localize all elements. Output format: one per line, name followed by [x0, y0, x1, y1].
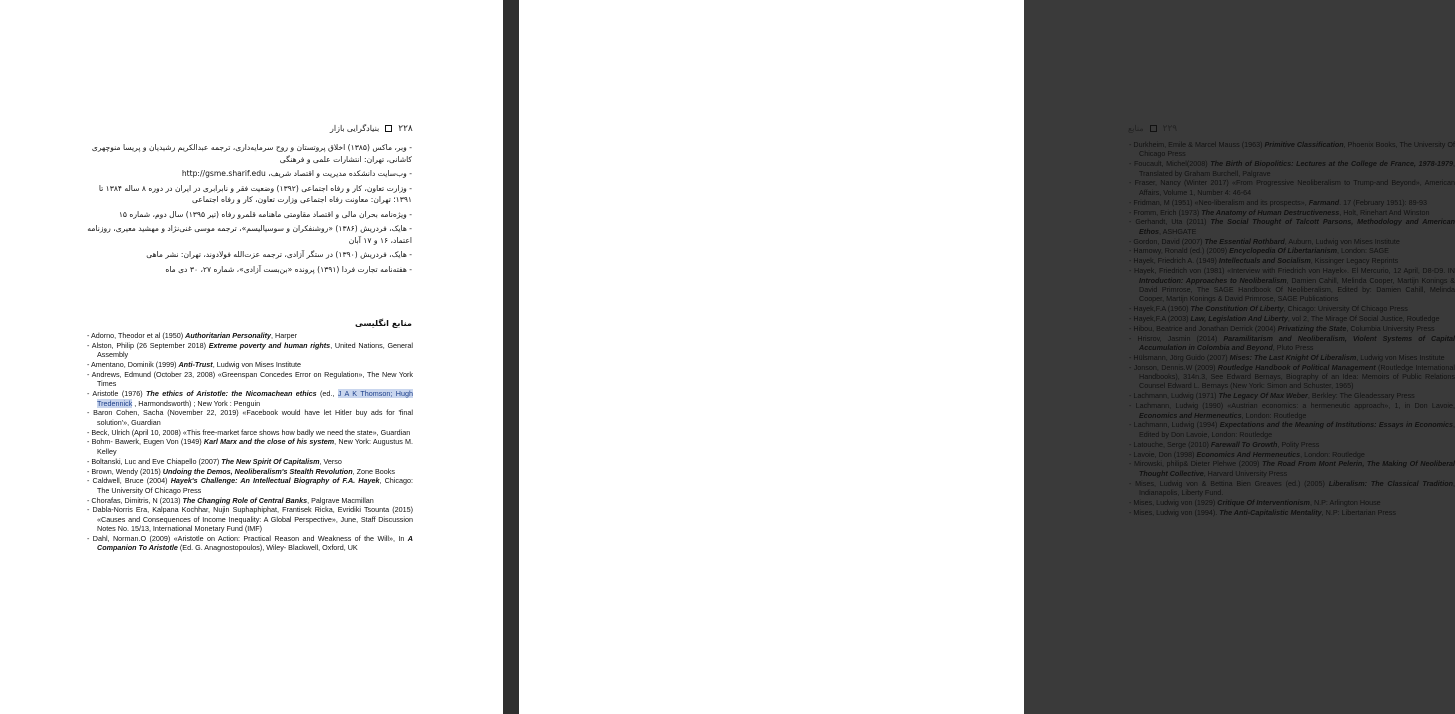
- reference-title: Law, Legislation And Liberty: [1190, 313, 1288, 323]
- reference-entry: [1129, 353, 1455, 362]
- reference-text: - Mises, Ludwig von & Bettina Bien Greaves (ed.) (2005): [1129, 478, 1329, 488]
- reference-title: Liberalism: The Classical Tradition: [1328, 478, 1453, 488]
- reference-text: - Fraser, Nancy (Winter 2017) «From Progressive Neoliberalism to Trump-and Beyond», American Affairs, Volume 1, Number 4: 46-64: [1129, 178, 1455, 197]
- reference-text: - Caldwell, Bruce (2004): [87, 476, 171, 486]
- reference-text: , Berkley: The Gleadessary Press: [1307, 391, 1415, 401]
- reference-text: - Gerhandt, Uta (2011): [1129, 217, 1211, 227]
- reference-entry: [1129, 363, 1455, 391]
- page-gutter: [503, 0, 519, 714]
- reference-text: - Hayek,F.A (1960): [1129, 304, 1191, 314]
- reference-title: Critique Of Interventionism: [1217, 497, 1310, 507]
- reference-entry: [1129, 479, 1455, 498]
- reference-text: , Harvard University Press: [1203, 468, 1288, 478]
- reference-text: - Fridman, M (1951) «Neo-liberalism and its prospects»,: [1129, 197, 1309, 207]
- reference-entry: [1129, 498, 1455, 507]
- reference-text: - Hülsmann, Jörg Guido (2007): [1129, 352, 1230, 362]
- left-page-header: [330, 123, 413, 134]
- reference-text: , Phoenix Books, The University Of Chicago Press: [1139, 140, 1455, 159]
- english-sources-heading: منابع انگلیسی: [355, 318, 412, 328]
- reference-entry: [1129, 508, 1455, 517]
- left-page-number: ۲۲۸: [398, 123, 413, 133]
- left-english-references: [87, 331, 413, 553]
- reference-entry: [1129, 450, 1455, 459]
- reference-entry: [87, 331, 413, 340]
- reference-title: The Road From Mont Pelerin, The Making Of Neoliberal Thought Collective: [1139, 459, 1455, 478]
- reference-text: - Amentano, Dominik (1999): [87, 360, 179, 370]
- reference-entry: [87, 496, 413, 505]
- reference-title: The Legacy Of Max Weber: [1218, 391, 1308, 401]
- reference-entry: [1129, 324, 1455, 333]
- reference-title: The Birth of Biopolitics: Lectures at the College de France, 1978-1979: [1210, 159, 1453, 169]
- reference-text: , London: Routledge: [1300, 449, 1365, 459]
- reference-text: , N.P: Libertarian Press: [1321, 507, 1396, 517]
- reference-text: - Hayek,F.A (2003): [1129, 313, 1191, 323]
- reference-entry: [87, 476, 413, 495]
- reference-entry: [87, 437, 413, 456]
- reference-text: , Holt, Rinehart And Winston: [1339, 207, 1430, 217]
- reference-text: (Ed. G. Anagnostopoulos), Wiley- Blackwell, Oxford, UK: [177, 543, 358, 553]
- right-english-references: [1129, 140, 1455, 518]
- reference-title: Encyclopedia Of Libertarianism: [1229, 246, 1337, 256]
- reference-entry: [87, 467, 413, 476]
- reference-text: - Mises, Ludwig von (1994).: [1129, 507, 1220, 517]
- reference-text: - Aristotle (1976): [87, 389, 147, 399]
- persian-reference-item: - هفته‌نامه تجارت فردا (۱۳۹۱) پرونده «بن‌بست آزادی»، شماره ۲۷، ۳۰ دی ماه: [165, 264, 412, 274]
- reference-title: Hayek's Challenge: An Intellectual Biography of F.A. Hayek: [170, 476, 380, 486]
- reference-text: , New York: Augustus M. Kelley: [97, 437, 413, 456]
- reference-title: A Companion To Aristotle: [97, 534, 413, 553]
- reference-text: - Hayek, Friedrich A. (1949): [1129, 256, 1219, 266]
- reference-entry: [87, 389, 413, 408]
- reference-entry: [1129, 159, 1455, 178]
- reference-title: The Social Thought of Talcott Parsons, Methodology and American Ethos: [1139, 217, 1455, 236]
- reference-text: - Alston, Philip (26 September 2018): [87, 340, 209, 350]
- reference-text: - Lachmann, Ludwig (1971): [1129, 391, 1219, 401]
- reference-text: , Harper: [271, 331, 298, 340]
- reference-title: The Essential Rothbard: [1204, 236, 1285, 246]
- reference-entry: [1129, 401, 1455, 420]
- left-book-page: [0, 0, 503, 714]
- reference-title: The Anatomy of Human Destructiveness: [1201, 207, 1340, 217]
- reference-text: , Harmondsworth) ; New York : Penguin: [132, 398, 261, 408]
- reference-text: , London: Routledge: [1241, 410, 1307, 420]
- reference-text: . 17 (February 1951): 89-93: [1339, 197, 1428, 207]
- right-page-header: [1128, 123, 1177, 134]
- reference-text: - Jonson, Dennis.W (2009): [1129, 362, 1218, 372]
- square-bullet-icon: [385, 125, 392, 132]
- reference-title: Introduction: Approaches to Neoliberalism: [1139, 275, 1287, 285]
- reference-text: (Routledge International Handbooks), 314n.3, See Edward Bernays, Biography of an Idea: Memoirs of Public Relations Counsel Edward L. Bernays (New York: Simon and Schuster, 1965): [1139, 362, 1455, 391]
- square-bullet-icon: [1150, 125, 1157, 132]
- reference-title: The New Spirit Of Capitalism: [221, 456, 320, 466]
- reference-entry: [1129, 237, 1455, 246]
- reference-entry: [1129, 256, 1455, 265]
- reference-text: - Lavoie, Don (1998): [1129, 449, 1197, 459]
- reference-entry: [87, 428, 413, 437]
- reference-text: - Dabla-Norris Era, Kalpana Kochhar, Nujin Suphaphiphat, Frantisek Ricka, Evridiki Tsounta (2015) «Causes and Consequences of Income Inequality: A Global Perspective», June, Staff Discussion Notes No. 15/13, International Monetary Fund (IMF): [87, 505, 413, 534]
- reference-title: The Changing Role of Central Banks: [182, 495, 308, 505]
- reference-text: - Lachmann, Ludwig (1994): [1129, 420, 1220, 430]
- reference-text: , Auburn, Ludwig von Mises Institute: [1284, 236, 1400, 246]
- reference-entry: [87, 360, 413, 369]
- reference-text: , Damien Cahill, Melinda Cooper, Martijn Konings & David Primrose, The SAGE Handbook Of Neoliberalism, Edited by: Damien Cahill, Melinda Cooper, Martijn Konings & David Primrose, SAGE Publications: [1139, 275, 1455, 304]
- reference-text: - Mises, Ludwig von (1929): [1129, 497, 1218, 507]
- reference-title: Karl Marx and the close of his system: [203, 437, 335, 447]
- reference-text: - Lachmann, Ludwig (1990) «Austrian economics: a hermeneutic approach», 1, in Don Lavoie,: [1129, 401, 1455, 411]
- reference-title: Intellectuals and Socialism: [1218, 256, 1311, 266]
- selected-text: J A K Thomson; Hugh Tredennick: [97, 389, 413, 408]
- reference-entry: [1129, 391, 1455, 400]
- right-running-head: منابع: [1128, 124, 1144, 133]
- reference-text: - Foucault, Michel(2008): [1129, 159, 1211, 169]
- reference-text: - Adorno, Theodor et al (1950): [87, 331, 186, 340]
- reference-entry: [87, 408, 413, 427]
- reference-text: , ASHGATE: [1158, 226, 1197, 236]
- reference-entry: [1129, 198, 1455, 207]
- reference-text: , United Nations, General Assembly: [97, 340, 414, 360]
- reference-text: - Brown, Wendy (2015): [87, 466, 163, 476]
- reference-text: - Gordon, David (2007): [1129, 236, 1205, 246]
- reference-entry: [87, 534, 413, 553]
- persian-reference-item: - ویژه‌نامه بحران مالی و اقتصاد مقاومتی ماهنامه قلمرو رفاه (تیر ۱۳۹۵) سال دوم، شماره ۱۵: [118, 209, 412, 219]
- right-page-number: ۲۲۹: [1162, 123, 1178, 133]
- reference-entry: [1129, 304, 1455, 313]
- right-book-page: [519, 0, 1455, 714]
- reference-title: The Anti-Capitalistic Mentality: [1219, 507, 1322, 517]
- persian-reference-item: - وبر، ماکس (۱۳۸۵) اخلاق پروتستان و روح سرمایه‌داری، ترجمه عبدالکریم رشیدیان و پریسا منوچهری کاشانی، تهران: انتشارات علمی و فرهنگی: [91, 143, 412, 164]
- reference-text: - Beck, Ulrich (April 10, 2008) «This free-market farce shows how badly we need the state», Guardian: [87, 427, 411, 437]
- persian-reference-item: - هایک، فردریش (۱۳۸۶) «روشنفکران و سوسیالیسم»، ترجمه موسی غنی‌نژاد و مهشید معیری، روزنامه اعتماد، ۱۶ و ۱۷ آبان: [87, 224, 412, 245]
- reference-title: The ethics of Aristotle: the Nicomachean ethics: [146, 389, 317, 399]
- left-running-head: بنیادگرایی بازار: [330, 124, 380, 133]
- reference-text: , Zone Books: [352, 466, 395, 476]
- reference-text: , N.P: Arlington House: [1309, 497, 1381, 507]
- reference-entry: [1129, 208, 1455, 217]
- reference-title: Authoritarian Personality: [185, 331, 272, 340]
- reference-entry: [1129, 334, 1455, 353]
- reference-text: - Boltanski, Luc and Eve Chiapello (2007): [87, 456, 222, 466]
- reference-text: - Fromm, Erich (1973): [1129, 207, 1202, 217]
- reference-title: Farewall To Growth: [1210, 439, 1278, 449]
- reference-entry: [1129, 314, 1455, 323]
- reference-title: Primitive Classification: [1264, 140, 1344, 149]
- reference-text: - Dahl, Norman.O (2009) «Aristotle on Action: Practical Reason and Weakness of the Will», In: [87, 534, 408, 544]
- reference-title: Anti-Trust: [178, 360, 213, 370]
- reference-text: , Kissinger Legacy Reprints: [1310, 256, 1399, 266]
- reference-text: - Latouche, Serge (2010): [1129, 439, 1211, 449]
- reference-text: - Andrews, Edmund (October 23, 2008) «Greenspan Concedes Error on Regulation», The New York Times: [87, 369, 413, 389]
- reference-text: - Baron Cohen, Sacha (November 22, 2019) «Facebook would have let Hitler buy ads for 'final solution'», Guardian: [87, 408, 413, 427]
- reference-entry: [1129, 420, 1455, 439]
- reference-entry: [1129, 246, 1455, 255]
- reference-title: Paramilitarism and Neoliberalism, Violent Systems of Capital Accumulation in Colombia and Beyond: [1139, 333, 1455, 353]
- reference-entry: [1129, 266, 1455, 303]
- reference-text: , Indianapolis, Liberty Fund.: [1139, 478, 1455, 497]
- reference-title: Mises: The Last Knight Of Liberalism: [1229, 352, 1357, 362]
- reference-text: , London: SAGE: [1337, 246, 1389, 256]
- reference-entry: [87, 341, 413, 360]
- reference-text: - Hrisrov, Jasmin (2014): [1129, 333, 1224, 343]
- reference-entry: [1129, 178, 1455, 197]
- reference-title: Extreme poverty and human rights: [208, 340, 331, 350]
- reference-text: - Chorafas, Dimitris, N (2013): [87, 495, 183, 505]
- reference-text: , Chicago: University Of Chicago Press: [1283, 304, 1408, 314]
- reference-title: Farmand: [1308, 197, 1340, 207]
- reference-text: - Hibou, Beatrice and Jonathan Derrick (2004): [1129, 323, 1278, 333]
- reference-entry: [87, 370, 413, 389]
- reference-entry: [1129, 440, 1455, 449]
- reference-title: Privatizing the State: [1277, 323, 1347, 333]
- reference-text: - Hamowy, Ronald (ed.) (2009): [1129, 246, 1230, 256]
- reference-text: , Verso: [319, 456, 342, 466]
- reference-text: - Mirowski, philip& Dieter Plehwe (2009): [1129, 459, 1263, 469]
- persian-references: [86, 142, 412, 278]
- reference-text: , Ludwig von Mises Institute: [212, 360, 301, 370]
- reference-entry: [87, 505, 413, 533]
- reference-title: Economics and Hermeneutics: [1139, 410, 1242, 420]
- reference-text: , Palgrave Macmillan: [307, 495, 374, 505]
- reference-text: , Polity Press: [1277, 439, 1320, 449]
- reference-text: , Edited by Don Lavoie, London: Routledge: [1139, 420, 1455, 439]
- reference-text: , Columbia University Press: [1346, 323, 1435, 333]
- reference-text: , Ludwig von Mises Institute: [1356, 352, 1445, 362]
- persian-reference-item: - وب‌سایت دانشکده مدیریت و اقتصاد شریف، http://gsme.sharif.edu: [181, 169, 412, 179]
- persian-reference-item: - وزارت تعاون، کار و رفاه اجتماعی (۱۳۹۲) وضعیت فقر و نابرابری در ایران در دوره ۸ ساله ۱۳۸۴ تا ۱۳۹۱؛ تهران: معاونت رفاه اجتماعی وزارت تعاون، کار و رفاه اجتماعی: [98, 183, 412, 205]
- reference-text: - Bohm- Bawerk, Eugen Von (1949): [87, 437, 204, 447]
- reference-title: Expectations and the Meaning of Institutions: Essays in Economics: [1219, 420, 1453, 430]
- persian-reference-item: - هایک، فردریش (۱۳۹۰) در ستگر آزادی، ترجمه عزت‌الله فولادوند، تهران: نشر ماهی: [146, 250, 412, 260]
- reference-title: Undoing the Demos, Neoliberalism's Stealth Revolution: [162, 466, 353, 476]
- reference-text: , Translated by Graham Burchell, Palgrave: [1139, 159, 1455, 178]
- reference-entry: [87, 457, 413, 466]
- reference-entry: [1129, 217, 1455, 236]
- reference-title: The Constitution Of Liberty: [1190, 304, 1284, 314]
- reference-entry: [1129, 140, 1455, 159]
- reference-text: , Chicago: The University Of Chicago Press: [97, 476, 413, 495]
- reference-entry: [1129, 459, 1455, 478]
- reference-text: - Durkheim, Emile & Marcel Mauss (1963): [1129, 140, 1265, 149]
- reference-text: (ed.,: [316, 389, 338, 399]
- reference-text: - Hayek, Friedrich von (1981) «Interview with Friedrich von Hayek». El Mercurio, 12 April, D8-D9. IN: [1129, 266, 1455, 276]
- reference-title: Routledge Handbook of Political Management: [1217, 362, 1376, 372]
- reference-text: , Pluto Press: [1272, 343, 1314, 353]
- reference-text: , vol 2, The Mirage Of Social Justice, Routledge: [1287, 313, 1440, 323]
- reference-title: Economics And Hermeneutics: [1196, 449, 1301, 459]
